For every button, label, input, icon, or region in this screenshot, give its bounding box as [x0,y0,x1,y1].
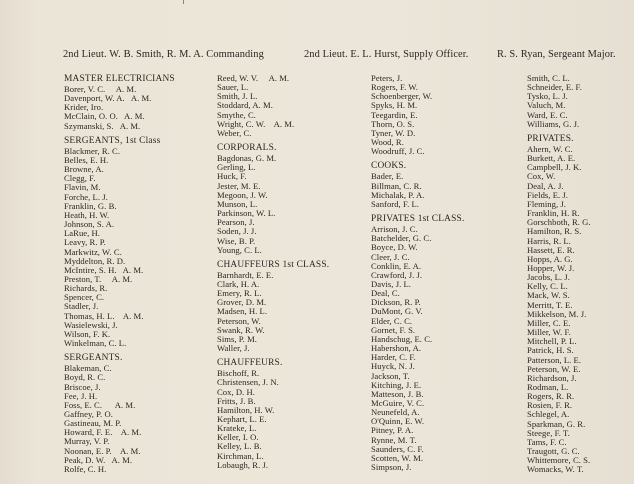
roster-name: Jester, M. E. [217,180,261,191]
roster-name: Emery, R. L. [217,288,262,299]
roster-name: Cleer, J. C. [371,251,410,262]
roster-name: Cox, D. H. [217,386,255,397]
roster-name: Ward, E. C. [527,109,568,120]
roster-name: Preston, T. A. M. [64,273,133,284]
roster-name: Clark, H. A. [217,278,260,289]
roster-name: Megoon, J. W. [217,189,268,200]
roster-name: Hamilton, H. W. [217,404,275,415]
roster-section [527,134,591,475]
section-title: SERGEANTS. [64,353,123,364]
roster-name: Peterson, W. [217,315,261,326]
supply-officer: 2nd Lieut. E. L. Hurst, Supply Officer. [304,49,469,60]
roster-name: Ahern, W. C. [527,143,573,154]
roster-name: Woodruff, J. C. [371,146,425,157]
roster-name: Kelly, C. L. [527,281,568,292]
roster-name: Mitchell, P. L. [527,336,577,347]
roster-name: Conklin, E. A. [371,260,422,271]
roster-name: Harder, C. F. [371,352,416,363]
roster-name: O'Quinn, E. W. [371,416,425,427]
roster-name: Peterson, W. E. [527,363,581,374]
roster-name: Hopper, W. J. [527,262,575,273]
roster-name: Stadler, J. [64,301,99,312]
roster-name: Deal, C. [371,288,400,299]
roster-name: Kelley, L. B. [217,441,262,452]
commanding-officer: 2nd Lieut. W. B. Smith, R. M. A. Commanding [63,49,264,60]
roster-name: Wasielewski, J. [64,319,118,330]
roster-name: Handschug, E. C. [371,333,433,344]
roster-name: Cox, W. [527,171,556,182]
roster-name: Bagdonas, G. M. [217,153,277,164]
roster-name: Hassett, E. R. [527,244,575,255]
roster-name: Richards, R. [64,283,108,294]
roster-name: Krateke, L. [217,423,257,434]
roster-name: Lobaugh, R. J. [217,459,269,470]
roster-name: Blakeman, C. [64,363,112,374]
roster-name: Habershon, A. [371,343,422,354]
roster-name: Tams, F. C. [527,436,567,447]
roster-name: Bader, E. [371,171,404,182]
roster-name: Blackmer, R. C. [64,145,121,156]
roster-name: Thomas, H. L. A. M. [64,310,144,321]
roster-name: Leavy, R. P. [64,237,106,248]
roster-name: Sanford, F. L. [371,198,419,209]
section-title: PRIVATES. [527,133,574,144]
roster-name: Whittemore, C. S. [527,455,591,466]
roster-name: Smythe, C. [217,109,256,120]
roster-name: Barnhardt, E. E. [217,269,274,280]
roster-name: Grover, D. M. [217,297,267,308]
roster-name: Elder, C. C. [371,315,413,326]
officers-header [0,49,634,65]
roster-name: Young, C. L. [217,244,262,255]
section-title: PRIVATES 1st CLASS. [371,214,465,225]
roster-name: Stoddard, A. M. [217,100,273,111]
section-title: CORPORALS. [217,143,277,154]
roster-name: Spyks, H. M. [371,100,418,111]
roster-name: Parkinson, W. L. [217,208,276,219]
roster-name: Bischoff, R. [217,368,260,379]
roster-name: Harris, R. L. [527,235,571,246]
roster-name: Johnson, S. A. [64,219,115,230]
roster-name: Madsen, H. L. [217,306,268,317]
roster-name: Franklin, G. B. [64,200,117,211]
roster-name: Arrison, J. C. [371,224,418,235]
roster-name: Gaffney, P. O. [64,409,113,419]
roster-name: Rogers, R. R. [527,391,575,402]
roster-name: Sauer, L. [217,82,249,93]
roster-name: Kirchman, L. [217,450,264,461]
roster-column-1 [64,74,175,474]
section-title: CHAUFFEURS 1st CLASS. [217,259,330,270]
roster-name: Steege, F. T. [527,427,570,438]
roster-name: Kitching, J. E. [371,379,422,390]
roster-name: Sims, P. M. [217,333,257,344]
roster-name: Billman, C. R. [371,180,422,191]
sergeant-major: R. S. Ryan, Sergeant Major. [497,49,616,60]
roster-name: Wise, B. P. [217,235,256,246]
roster-name: Patrick, H. S. [527,345,574,356]
roster-name: Saunders, C. F. [371,443,424,454]
roster-name: Matteson, J. B. [371,388,424,399]
roster-name: Patterson, L. E. [527,354,582,365]
section-title: MASTER ELECTRICIANS [64,74,175,84]
roster-section [217,143,329,255]
section-title: CHAUFFEURS. [217,358,283,369]
roster-name: Myddelton, R. D. [64,255,126,266]
roster-name: Clegg, F. [64,173,96,184]
roster-section [371,161,465,209]
roster-name: Kephart, L. E. [217,414,267,424]
roster-name: Krider, Iro. [64,102,104,113]
roster-name: Huck, F. [217,171,247,182]
roster-section [527,74,591,129]
roster-name: Crawford, J. J. [371,269,423,280]
roster-name: Reed, W. V. A. M. [217,73,290,83]
roster-section [64,353,175,474]
roster-name: Campbell, J. K. [527,162,582,173]
section-title: SERGEANTS, 1st Class [64,135,161,146]
roster-name: Burkett, A. E. [527,153,576,164]
roster-name: Boyd, R. C. [64,372,106,383]
roster-name: Neunefeld, A. [371,407,420,418]
roster-column-3 [371,74,465,472]
roster-name: Heath, H. W. [64,209,110,220]
roster-name: Murray, V. P. [64,436,110,447]
roster-name: McIntire, S. H. A. M. [64,264,144,275]
roster-name: Fleming, J. [527,198,566,209]
roster-name: Rosien, F. R. [527,400,573,411]
roster-name: Peters, J. [371,73,403,83]
roster-name: Williams, G. J. [527,118,580,129]
roster-name: Fee, J. H. [64,390,98,401]
roster-name: Gorschboth, R. G. [527,217,591,228]
roster-name: Christensen, J. N. [217,377,279,388]
roster-name: Davis, J. L. [371,278,411,289]
roster-name: Borer, V. C. A. M. [64,84,137,94]
binding-mark [183,0,184,4]
roster-name: Swank, R. W. [217,324,265,335]
roster-name: McGuire, V. C. [371,398,425,408]
roster-name: Wood, R. [371,137,404,148]
roster-name: Jackson, T. [371,370,410,381]
roster-name: Schneider, E. F. [527,82,582,93]
roster-name: Markwitz, W. C. [64,246,122,257]
roster-name: Gornet, F. S. [371,324,416,335]
roster-name: Miller, C. E. [527,317,571,328]
roster-name: Merritt, T. E. [527,299,573,310]
roster-name: Mikkelson, M. J. [527,308,587,319]
roster-name: Jacobs, L. J. [527,272,570,283]
roster-name: Spencer, C. [64,292,105,303]
roster-name: Rogers, F. W. [371,82,418,93]
roster-column-2 [217,74,329,470]
roster-name: Hopps, A. G. [527,253,573,264]
roster-name: Valuch, M. [527,100,566,111]
roster-name: Huyck, N. J. [371,361,415,372]
roster-name: Teegardin, E. [371,109,418,120]
roster-section [217,74,329,138]
roster-name: Browne, A. [64,164,104,175]
section-title: COOKS. [371,161,407,172]
roster-name: Traugott, G. C. [527,446,580,457]
roster-section [371,214,465,472]
roster-name: McClain, O. O. A. M. [64,111,145,122]
roster-name: Gerling, L. [217,162,256,173]
roster-name: Winkelman, C. L. [64,338,127,349]
roster-name: Smith, C. L. [527,73,570,83]
roster-name: Gastineau, M. P. [64,418,122,429]
roster-name: Waller, J. [217,343,250,354]
roster-name: Deal, A. J. [527,180,564,191]
roster-name: Sparkman, G. R. [527,418,586,429]
roster-name: Foss, E. C. A. M. [64,399,136,410]
roster-name: Smith, J. L. [217,91,258,102]
roster-name: Rynne, M. T. [371,434,417,445]
roster-name: Batchelder, G. C. [371,233,432,244]
roster-name: Tysko, L. J. [527,91,568,102]
roster-name: Pearson, J. [217,217,255,228]
roster-section [64,74,175,131]
roster-name: Franklin, H. R. [527,208,580,219]
roster-name: Munson, L. [217,198,258,209]
roster-name: Hamilton, R. S. [527,226,582,237]
roster-name: Schlegel, A. [527,409,570,420]
roster-name: Pitney, P. A. [371,425,414,436]
roster-name: Fields, E. J. [527,189,568,200]
roster-name: Michalak, P. A. [371,189,425,200]
roster-name: Noonan, E. P. A. M. [64,445,141,456]
roster-name: Schoenberger, W. [371,91,433,102]
roster-name: Belles, E. H. [64,154,109,165]
roster-section [371,74,465,156]
roster-name: Peak, D. W. A. M. [64,454,133,465]
roster-name: Womacks, W. T. [527,464,584,475]
roster-column-4 [527,74,591,475]
roster-name: Richardson, J. [527,372,577,383]
roster-name: Wilson, F. K. [64,328,111,339]
roster-name: Szymanski, S. A. M. [64,120,141,131]
roster-name: Weber, C. [217,127,252,138]
roster-name: Wright, C. W. A. M. [217,118,295,129]
roster-name: Miller, W. F. [527,327,571,338]
roster-name: LaRue, H. [64,228,101,239]
roster-name: Keller, I. O. [217,432,259,443]
roster-name: Simpson, J. [371,462,412,473]
roster-name: Howard, F. E. A. M. [64,427,142,438]
roster-name: Dickson, R. P. [371,297,421,308]
roster-name: Fritts, J. B. [217,395,256,406]
roster-name: Thorn, O. S. [371,118,415,129]
roster-name: Soden, J. J. [217,226,257,237]
roster-name: Davenport, W. A. A. M. [64,93,152,104]
roster-name: Rolfe, C. H. [64,463,107,474]
roster-name: Tyner, W. D. [371,127,416,138]
roster-name: Flavin, M. [64,182,101,193]
roster-name: DuMont, G. V. [371,306,423,317]
roster-name: Mack, W. S. [527,290,570,301]
roster-name: Forche, L. J. [64,191,108,202]
roster-name: Scotten, W. M. [371,452,424,463]
roster-name: Boyce, D. W. [371,242,418,253]
roster-name: Briscoe, J. [64,381,101,392]
roster-section [64,136,175,348]
roster-section [217,260,329,353]
roster-section [217,358,329,470]
roster-name: Rodman, L. [527,382,569,392]
